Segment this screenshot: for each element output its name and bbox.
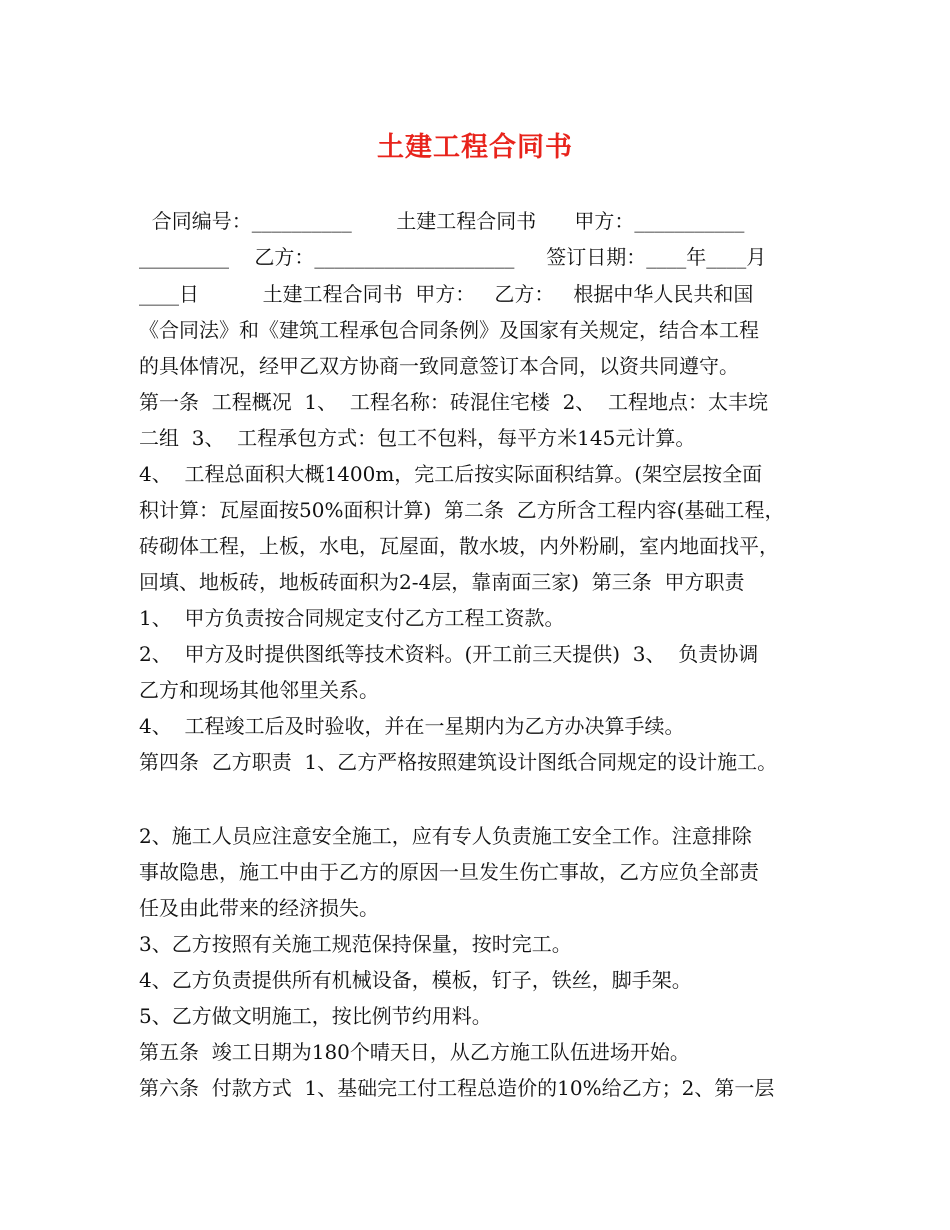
body-line-1: 合同编号：__________ 土建工程合同书 甲方：___________ — [139, 209, 745, 233]
body-line-21: 4、乙方负责提供所有机械设备，模板，钉子，铁丝，脚手架。 — [139, 968, 692, 992]
body-line-10: 砖砌体工程，上板，水电，瓦屋面，散水坡，内外粉刷，室内地面找平， — [139, 534, 779, 558]
body-line-19: 任及由此带来的经济损失。 — [139, 896, 379, 920]
body-line-23: 第五条 竣工日期为180个晴天日，从乙方施工队伍进场开始。 — [139, 1040, 690, 1064]
body-line-2: _________ 乙方：____________________ 签订日期：____年____月 — [139, 245, 767, 269]
body-line-20: 3、乙方按照有关施工规范保持保量，按时完工。 — [139, 932, 572, 956]
body-line-9: 积计算：瓦屋面按50%面积计算) 第二条 乙方所含工程内容(基础工程， — [139, 498, 785, 522]
body-line-7: 二组 3、 工程承包方式：包工不包料，每平方米145元计算。 — [139, 426, 696, 450]
body-line-11: 回填、地板砖，地板砖面积为2-4层，靠南面三家) 第三条 甲方职责 — [139, 570, 745, 594]
body-line-15: 4、 工程竣工后及时验收，并在一星期内为乙方办决算手续。 — [139, 714, 685, 738]
body-line-16: 第四条 乙方职责 1、乙方严格按照建筑设计图纸合同规定的设计施工。 — [139, 750, 778, 774]
body-line-4: 《合同法》和《建筑工程承包合同条例》及国家有关规定，结合本工程 — [139, 318, 759, 342]
body-line-13: 2、 甲方及时提供图纸等技术资料。(开工前三天提供) 3、 负责协调 — [139, 642, 759, 666]
body-line-12: 1、 甲方负责按合同规定支付乙方工程工资款。 — [139, 606, 565, 630]
body-line-5: 的具体情况，经甲乙双方协商一致同意签订本合同，以资共同遵守。 — [139, 354, 739, 378]
body-line-3: ____日 土建工程合同书 甲方： 乙方： 根据中华人民共和国 — [139, 282, 754, 306]
document-title: 土建工程合同书 — [377, 132, 573, 163]
body-line-6: 第一条 工程概况 1、 工程名称：砖混住宅楼 2、 工程地点：太丰垸 — [139, 390, 769, 414]
body-line-18: 事故隐患，施工中由于乙方的原因一旦发生伤亡事故，乙方应负全部责 — [139, 860, 759, 884]
body-line-17: 2、施工人员应注意安全施工，应有专人负责施工安全工作。注意排除 — [139, 824, 752, 848]
body-line-8: 4、 工程总面积大概1400m，完工后按实际面积结算。(架空层按全面 — [139, 462, 763, 486]
body-line-14: 乙方和现场其他邻里关系。 — [139, 678, 379, 702]
body-line-24: 第六条 付款方式 1、基础完工付工程总造价的10%给乙方；2、第一层 — [139, 1076, 775, 1100]
body-line-22: 5、乙方做文明施工，按比例节约用料。 — [139, 1004, 492, 1028]
